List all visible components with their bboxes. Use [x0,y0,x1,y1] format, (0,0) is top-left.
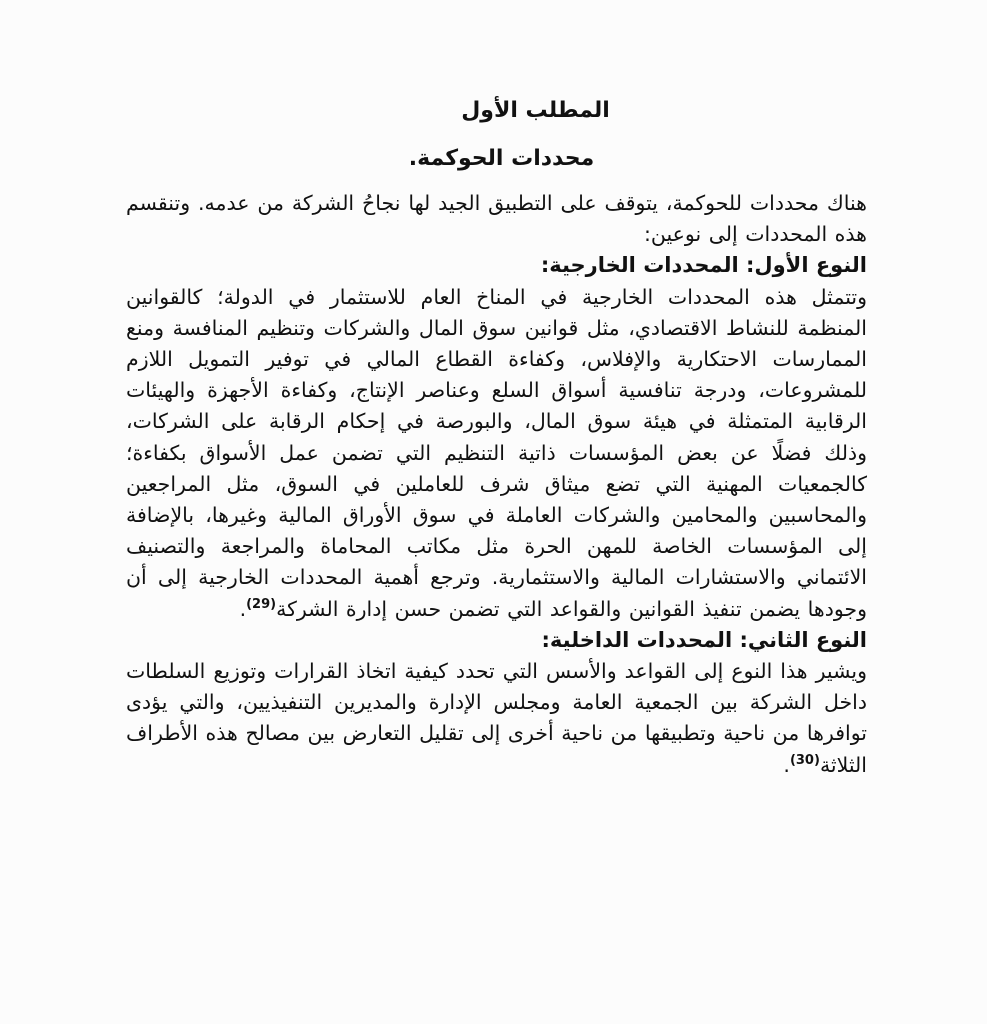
internal-determinants-text: ويشير هذا النوع إلى القواعد والأسس التي تحدد كيفية اتخاذ القرارات وتوزيع السلطات داخل الشركة بين الجمعية العامة ومجلس الإدارة والمديرين التنفيذيين، والتي يؤدى توافرها من ناحية وتطبيقها من ناحية أخرى إلى تقليل التعارض بين مصالح هذه الأطراف الثلاثة [126,659,867,777]
internal-determinants-heading: النوع الثاني: المحددات الداخلية: [541,627,867,652]
external-determinants-paragraph [126,282,867,625]
footnote-marker-29: (29) [246,596,277,612]
external-paragraph-end: . [239,596,247,621]
external-determinants-text: وتتمثل هذه المحددات الخارجية في المناخ العام للاستثمار في الدولة؛ كالقوانين المنظمة للنشاط الاقتصادي، مثل قوانين سوق المال والشركات وتنظيم المنافسة ومنع الممارسات الاحتكارية والإفلاس، وكفاءة القطاع المالي في توفير التمويل اللازم للمشروعات، ودرجة تنافسية أسواق السلع وعناصر الإنتاج، وكفاءة الأجهزة والهيئات الرقابية المتمثلة في هيئة سوق المال، والبورصة في إحكام الرقابة على الشركات، وذلك فضلًا عن بعض المؤسسات ذاتية التنظيم التي تضمن عمل الأسواق بكفاءة؛ كالجمعيات المهنية التي تضع ميثاق شرف للعاملين في السوق، مثل المراجعين والمحاسبين والمحامين والشركات العاملة في سوق الأوراق المالية وغيرها، بالإضافة إلى المؤسسات الخاصة للمهن الحرة مثل مكاتب المحاماة والمراجعة والتصنيف الائتماني والاستشارات المالية والاستثمارية. وترجع أهمية المحددات الخارجية إلى أن وجودها يضمن تنفيذ القوانين والقواعد التي تضمن حسن إدارة الشركة [126,284,867,621]
section-subtitle: محددات الحوكمة. [408,146,595,171]
footnote-marker-30: (30) [789,752,820,768]
external-determinants-heading: النوع الأول: المحددات الخارجية: [540,253,867,278]
section-title: المطلب الأول [461,98,610,123]
internal-paragraph-end: . [783,752,790,777]
document-content [126,88,867,781]
intro-paragraph: هناك محددات للحوكمة، يتوقف على التطبيق الجيد لها نجاحُ الشركة من عدمه. وتنقسم هذه المحددات إلى نوعين: [126,191,867,247]
internal-determinants-paragraph [126,656,867,781]
